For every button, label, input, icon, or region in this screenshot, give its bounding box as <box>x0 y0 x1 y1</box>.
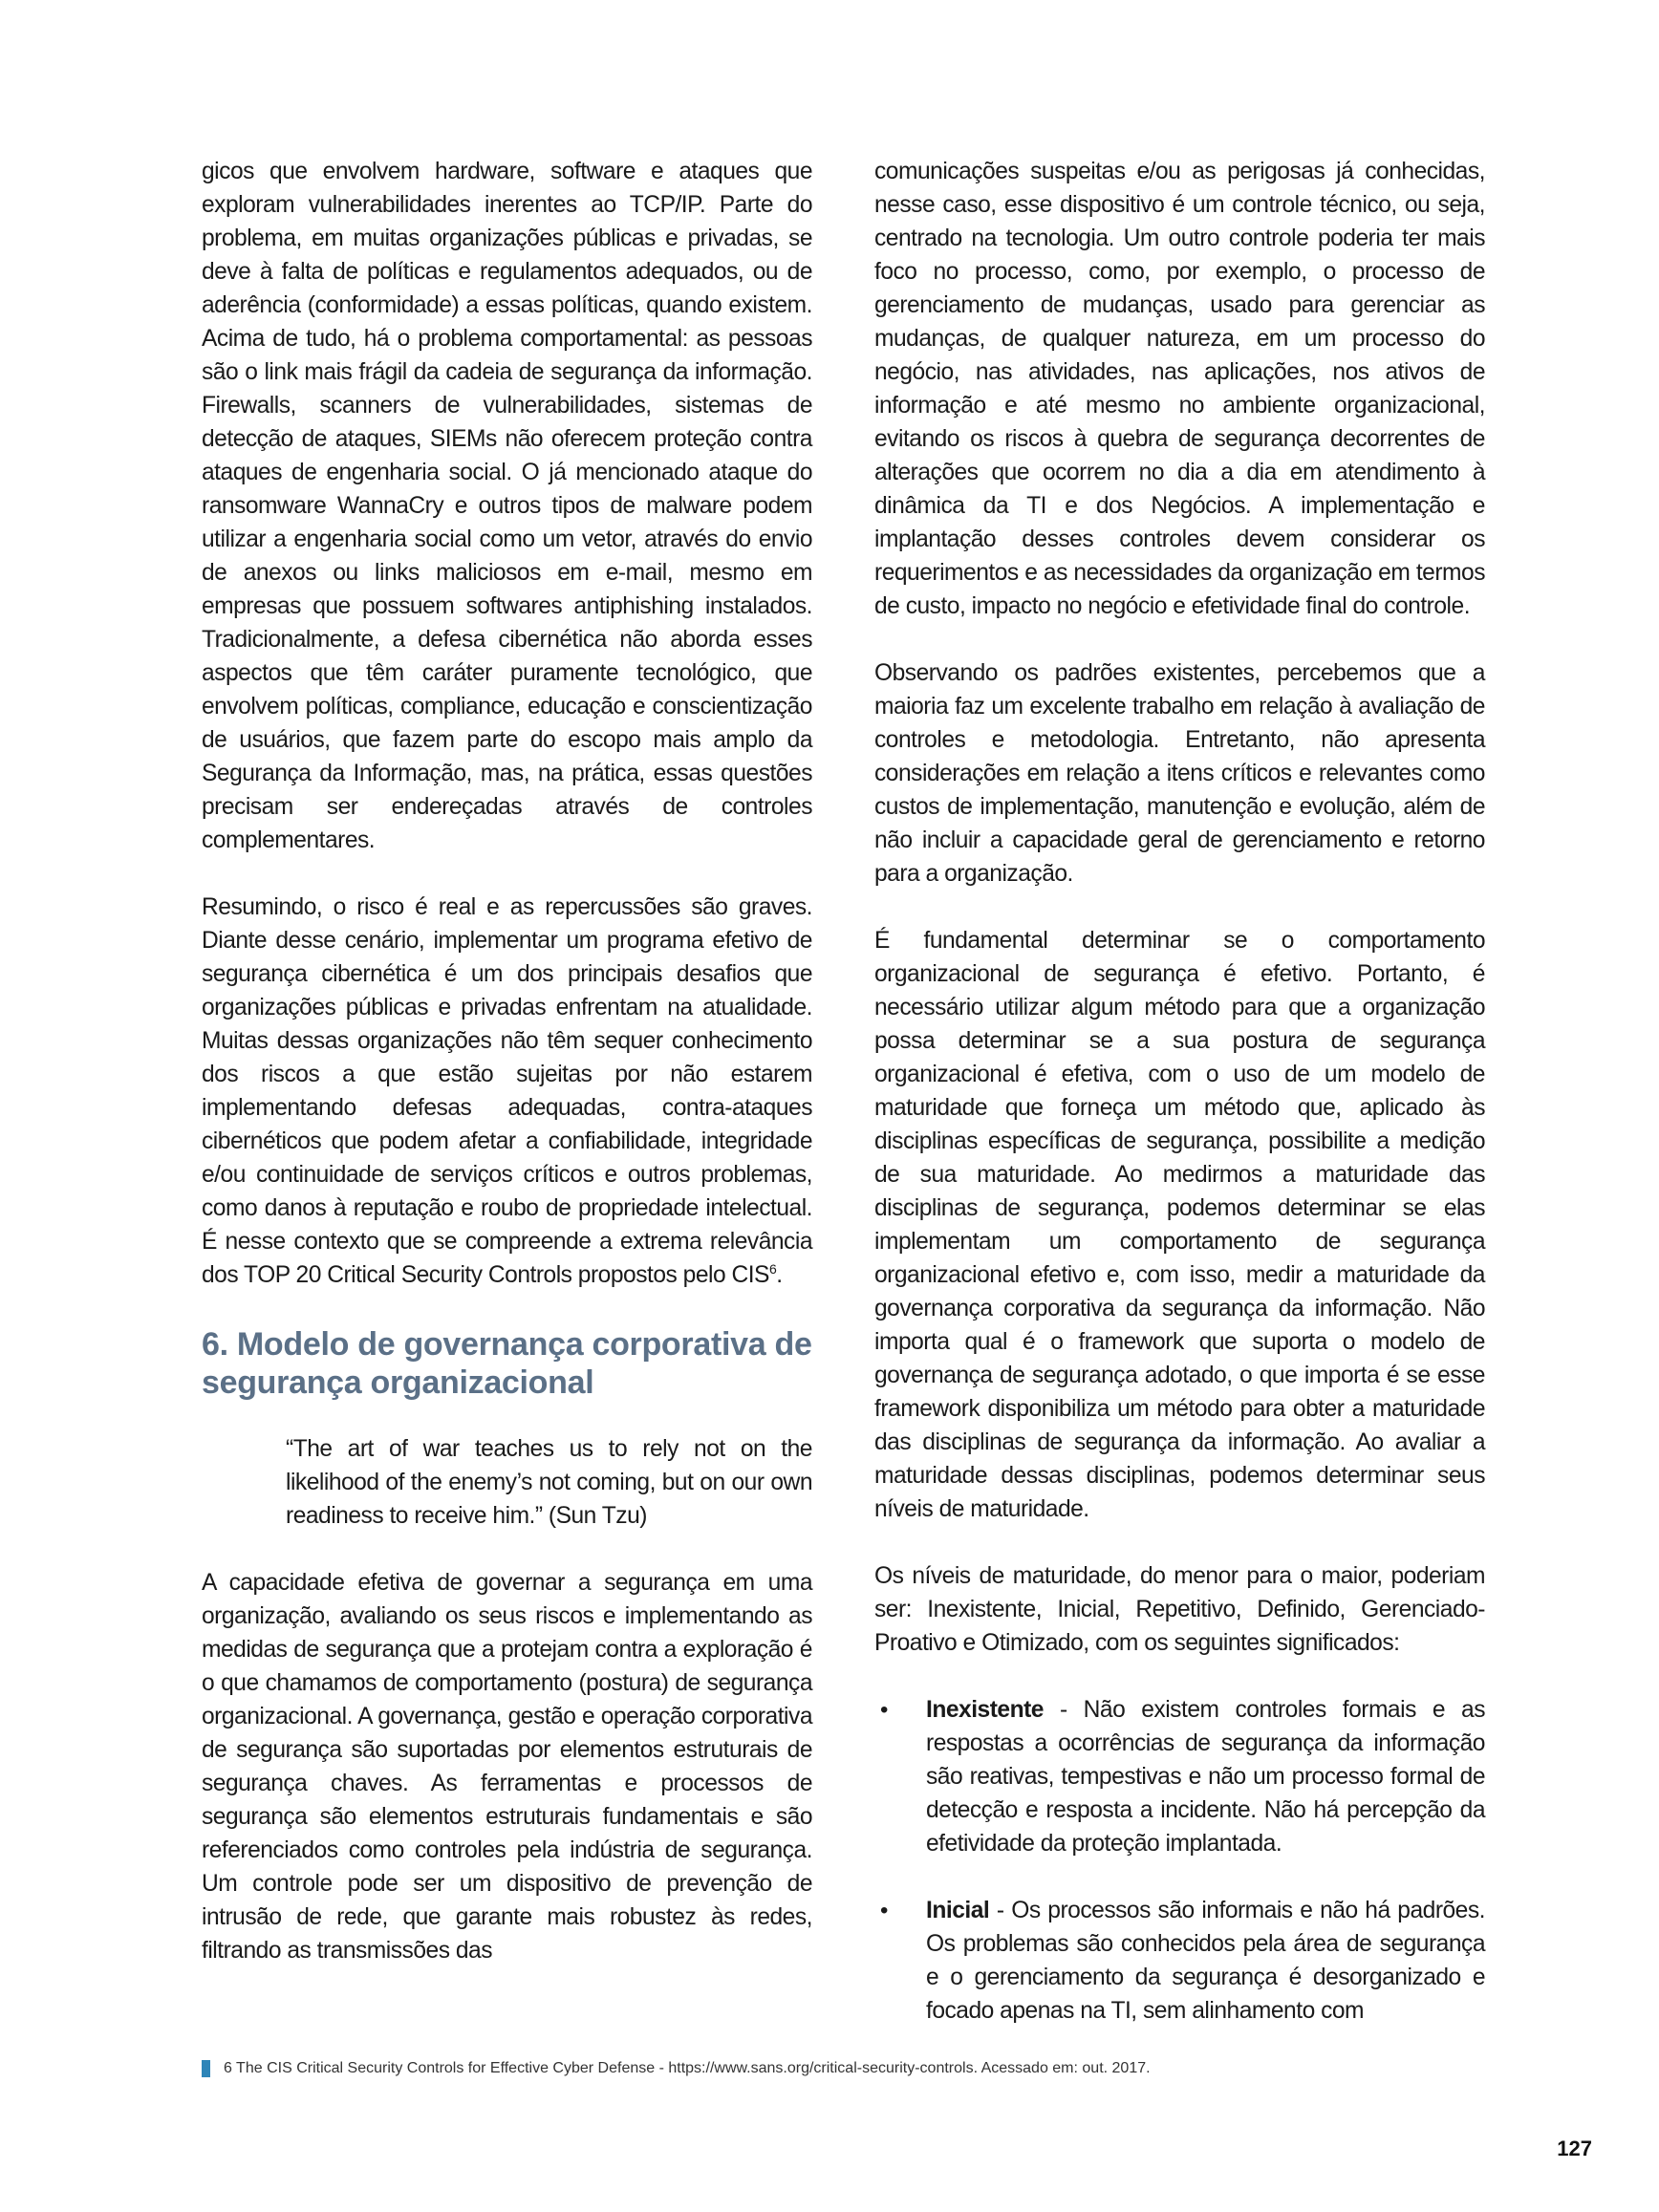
body-paragraph: É fundamental determinar se o comportamento organizacional de segurança é efetivo. Portanto, é necessário utilizar algum método para que a organização possa determinar se a sua postura de segurança organizacional é efetiva, com o uso de um modelo de maturidade que forneça um método que, aplicado às disciplinas específicas de segurança, possibilite a medição de sua maturidade. Ao medirmos a maturidade das disciplinas de segurança, podemos determinar se elas implementam um comportamento de segurança organizacional efetivo e, com isso, medir a maturidade da governança corporativa da segurança da informação. Não importa qual é o framework que suporta o modelo de governança de segurança adotado, o que importa é se esse framework disponibiliza um método para obter a maturidade das disciplinas de segurança da informação. Ao avaliar a maturidade dessas disciplinas, podemos determinar seus níveis de maturidade. <box>874 928 1485 1522</box>
list-item-text: - Não existem controles formais e as respostas a ocorrências de segurança da informação são reativas, tempestivas e não um processo formal de detecção e resposta a incidente. Não há percepção da efetividade da proteção implantada. <box>926 1697 1485 1857</box>
left-column <box>202 155 812 1967</box>
list-item <box>874 1894 1485 2028</box>
list-item <box>874 1693 1485 1860</box>
footnote-text: 6 The CIS Critical Security Controls for Effective Cyber Defense - https://www.sans.org/critical-security-controls. Acessado em: out. 2017. <box>224 2060 1151 2076</box>
paragraph-text: Resumindo, o risco é real e as repercussões são graves. Diante desse cenário, implementar um programa efetivo de segurança cibernética é um dos principais desafios que organizações públicas e privadas enfrentam na atualidade. Muitas dessas organizações não têm sequer conhecimento dos riscos a que estão sujeitas por não estarem implementando defesas adequadas, contra-ataques cibernéticos que podem afetar a confiabilidade, integridade e/ou continuidade de serviços críticos e outros problemas, como danos à reputação e roubo de propriedade intelectual. É nesse contexto que se compreende a extrema relevância dos TOP 20 Critical Security Controls propostos pelo CIS <box>202 894 812 1288</box>
footnote <box>202 2060 1151 2077</box>
bullet-icon: • <box>880 1898 888 1923</box>
bullet-icon: • <box>880 1697 888 1723</box>
body-paragraph: A capacidade efetiva de governar a segurança em uma organização, avaliando os seus riscos e implementando as medidas de segurança que a protejam contra a exploração é o que chamamos de comportamento (postura) de segurança organizacional. A governança, gestão e operação corporativa de segurança são suportadas por elementos estruturais de segurança chaves. As ferramentas e processos de segurança são elementos estruturais fundamentais e são referenciados como controles pela indústria de segurança. Um controle pode ser um dispositivo de prevenção de intrusão de rede, que garante mais robustez às redes, filtrando as transmissões das <box>202 1570 812 1964</box>
footnote-reference: 6 <box>768 1260 777 1277</box>
maturity-levels-list <box>874 1693 1485 2028</box>
section-heading: 6. Modelo de governança corporativa de segurança organizacional <box>202 1326 812 1401</box>
footnote-marker-icon <box>202 2060 210 2077</box>
list-item-term: Inicial <box>926 1898 990 1923</box>
epigraph-quote: “The art of war teaches us to rely not on the likelihood of the enemy’s not coming, but on our own readiness to receive him.” (Sun Tzu) <box>286 1436 812 1529</box>
page-number: 127 <box>1557 2137 1592 2160</box>
body-paragraph: gicos que envolvem hardware, software e ataques que exploram vulnerabilidades inerentes ao TCP/IP. Parte do problema, em muitas organizações públicas e privadas, se deve à falta de políticas e regulamentos adequados, ou de aderência (conformidade) a essas políticas, quando existem. Acima de tudo, há o problema comportamental: as pessoas são o link mais frágil da cadeia de segurança da informação. Firewalls, scanners de vulnerabilidades, sistemas de detecção de ataques, SIEMs não oferecem proteção contra ataques de engenharia social. O já mencionado ataque do ransomware WannaCry e outros tipos de malware podem utilizar a engenharia social como um vetor, através do envio de anexos ou links maliciosos em e-mail, mesmo em empresas que possuem softwares antiphishing instalados. Tradicionalmente, a defesa cibernética não aborda esses aspectos que têm caráter puramente tecnológico, que envolvem políticas, compliance, educação e conscientização de usuários, que fazem parte do escopo mais amplo da Segurança da Informação, mas, na prática, essas questões precisam ser endereçadas através de controles complementares. <box>202 159 812 853</box>
list-item-term: Inexistente <box>926 1697 1044 1723</box>
paragraph-end: . <box>776 1262 783 1288</box>
list-item-text: - Os processos são informais e não há padrões. Os problemas são conhecidos pela área de segurança e o gerenciamento da segurança é desorganizado e focado apenas na TI, sem alinhamento com <box>926 1898 1485 2024</box>
body-paragraph: Observando os padrões existentes, percebemos que a maioria faz um excelente trabalho em relação à avaliação de controles e metodologia. Entretanto, não apresenta considerações em relação a itens críticos e relevantes como custos de implementação, manutenção e evolução, além de não incluir a capacidade geral de gerenciamento e retorno para a organização. <box>874 660 1485 887</box>
body-paragraph <box>202 891 812 1292</box>
body-paragraph: Os níveis de maturidade, do menor para o maior, poderiam ser: Inexistente, Inicial, Repetitivo, Definido, Gerenciado-Proativo e Otimizado, com os seguintes significados: <box>874 1563 1485 1656</box>
right-column <box>874 155 1485 2061</box>
body-paragraph: comunicações suspeitas e/ou as perigosas já conhecidas, nesse caso, esse dispositivo é um controle técnico, ou seja, centrado na tecnologia. Um outro controle poderia ter mais foco no processo, como, por exemplo, o processo de gerenciamento de mudanças, usado para gerenciar as mudanças, de qualquer natureza, em um processo do negócio, nas atividades, nas aplicações, nos ativos de informação e até mesmo no ambiente organizacional, evitando os riscos à quebra de segurança decorrentes de alterações que ocorrem no dia a dia em atendimento à dinâmica da TI e dos Negócios. A implementação e implantação desses controles devem considerar os requerimentos e as necessidades da organização em termos de custo, impacto no negócio e efetividade final do controle. <box>874 159 1485 619</box>
